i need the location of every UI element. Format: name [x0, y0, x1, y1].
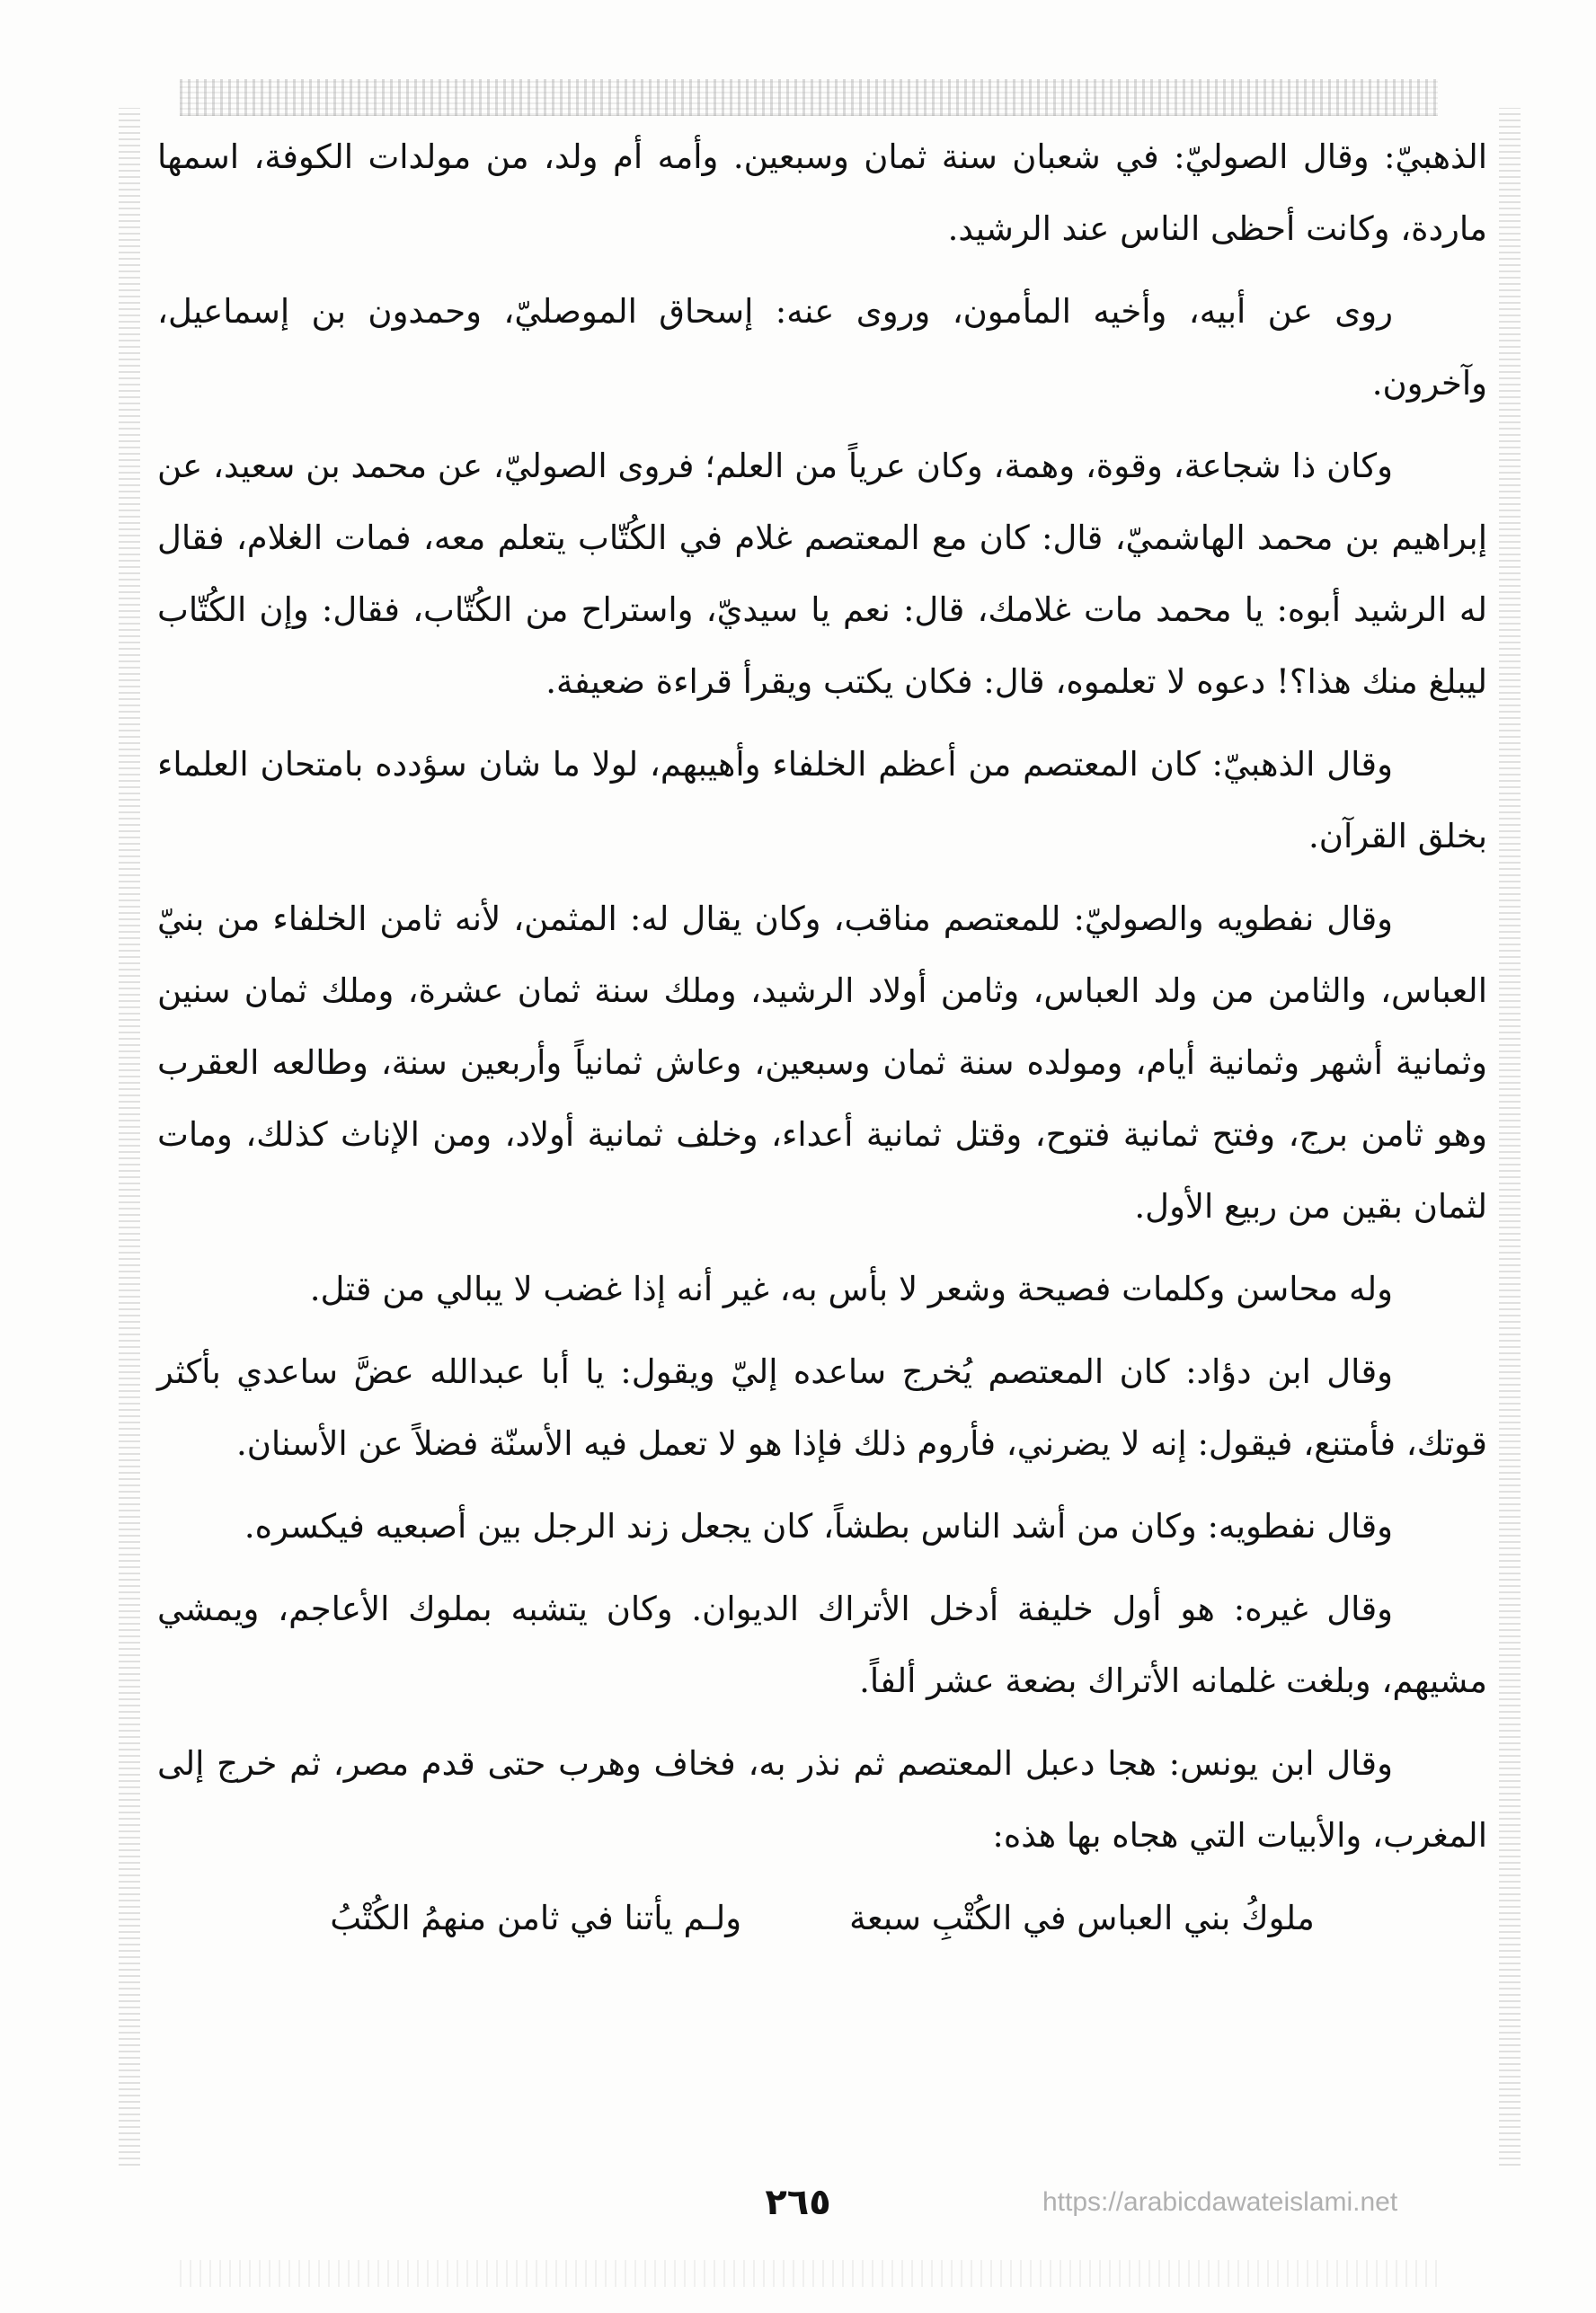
watermark-url: https://arabicdawateislami.net: [1042, 2187, 1398, 2217]
verse-first-hemistich: ملوكُ بني العباس في الكُتْبِ سبعة: [849, 1899, 1315, 1937]
poetry-verse: [157, 1883, 1487, 1954]
paragraph: وكان ذا شجاعة، وقوة، وهمة، وكان عرياً من العلم؛ فروى الصوليّ، عن محمد بن سعيد، عن إبراهيم بن محمد الهاشميّ، قال: كان مع المعتصم غلام في الكُتّاب يتعلم معه، فمات الغلام، فقال له الرشيد أبوه: يا محمد مات غلامك، قال: نعم يا سيديّ، واستراح من الكُتّاب، فقال: وإن الكُتّاب ليبلغ منك هذا؟! دعوه لا تعلموه، قال: فكان يكتب ويقرأ قراءة ضعيفة.: [157, 447, 1487, 701]
page-number: ٢٦٥: [765, 2182, 831, 2223]
verse-second-hemistich: ولـم يأتنا في ثامن منهمُ الكُتْبُ: [330, 1899, 742, 1937]
body-text: [157, 121, 1487, 1954]
paragraph: وقال نفطويه: وكان من أشد الناس بطشاً، كان يجعل زند الرجل بين أصبعيه فيكسره.: [244, 1507, 1393, 1546]
bottom-scan-noise: [180, 2260, 1438, 2287]
paragraph: وقال غيره: هو أول خليفة أدخل الأتراك الديوان. وكان يتشبه بملوك الأعاجم، ويمشي مشيهم، وبلغت غلمانه الأتراك بضعة عشر ألفاً.: [157, 1590, 1487, 1700]
paragraph: وله محاسن وكلمات فصيحة وشعر لا بأس به، غير أنه إذا غضب لا يبالي من قتل.: [309, 1270, 1393, 1308]
paragraph: وقال الذهبيّ: كان المعتصم من أعظم الخلفاء وأهيبهم، لولا ما شان سؤدده بامتحان العلماء بخلق القرآن.: [157, 745, 1487, 855]
right-frame-border: [1499, 108, 1521, 2166]
paragraph: روى عن أبيه، وأخيه المأمون، وروى عنه: إسحاق الموصليّ، وحمدون بن إسماعيل، وآخرون.: [157, 292, 1487, 403]
paragraph: وقال نفطويه والصوليّ: للمعتصم مناقب، وكان يقال له: المثمن، لأنه ثامن الخلفاء من بنيّ العباس، والثامن من ولد العباس، وثامن أولاد الرشيد، وملك سنة ثمان عشرة، وملك ثمان سنين وثمانية أشهر وثمانية أيام، ومولده سنة ثمان وسبعين، وعاش ثمانياً وأربعين سنة، وطالعه العقرب وهو ثامن برج، وفتح ثمانية فتوح، وقتل ثمانية أعداء، وخلف ثمانية أولاد، ومن الإناث كذلك، ومات لثمان بقين من ربيع الأول.: [157, 900, 1487, 1226]
paragraph: وقال ابن دؤاد: كان المعتصم يُخرج ساعده إليّ ويقول: يا أبا عبدالله عضَّ ساعدي بأكثر قوتك، فأمتنع، فيقول: إنه لا يضرني، فأروم ذلك فإذا هو لا تعمل فيه الأسنّة فضلاً عن الأسنان.: [157, 1352, 1487, 1463]
paragraph: وقال ابن يونس: هجا دعبل المعتصم ثم نذر به، فخاف وهرب حتى قدم مصر، ثم خرج إلى المغرب، والأبيات التي هجاه بها هذه:: [157, 1744, 1487, 1855]
left-frame-border: [119, 108, 140, 2166]
paragraph: الذهبيّ: وقال الصوليّ: في شعبان سنة ثمان وسبعين. وأمه أم ولد، من مولدات الكوفة، اسمها ماردة، وكانت أحظى الناس عند الرشيد.: [157, 137, 1487, 248]
top-ornament-border: [180, 79, 1438, 116]
